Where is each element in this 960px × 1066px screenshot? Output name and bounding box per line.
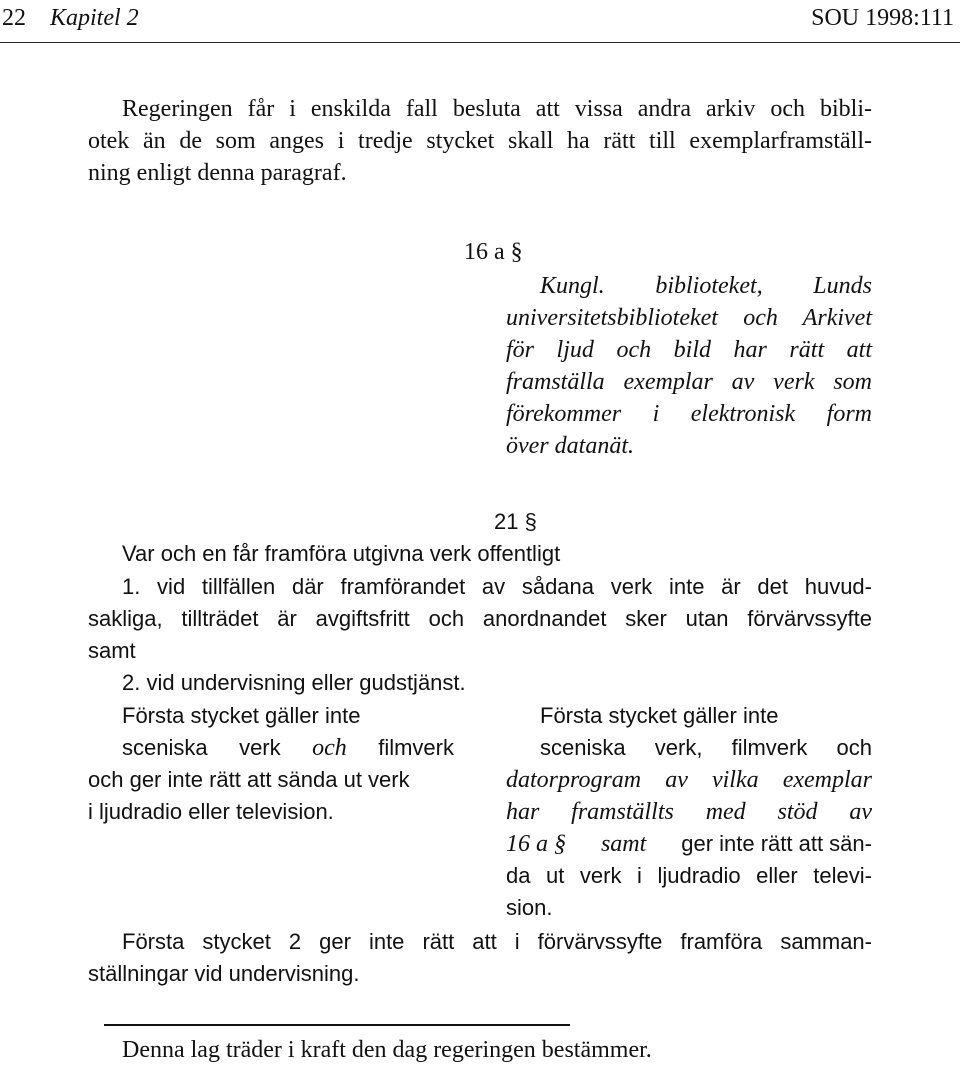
column-line: da ut verk i ljudradio eller televi-: [506, 863, 872, 888]
column-line: sion.: [506, 895, 553, 920]
footnote-divider: [104, 1024, 570, 1026]
column-line: sceniska verk, filmverk och: [540, 735, 872, 760]
paragraph-line: otek än de som anges i tredje stycket skall ha rätt till exemplarframställ-: [88, 128, 872, 154]
section-line: Kungl. biblioteket, Lunds: [540, 273, 872, 299]
column-line: Första stycket gäller inte: [540, 703, 779, 728]
paragraph-line: ning enligt denna paragraf.: [88, 160, 347, 186]
list-item: 2. vid undervisning eller gudstjänst.: [122, 670, 466, 695]
section-line: över datanät.: [506, 433, 634, 459]
page-number: 22: [2, 5, 26, 31]
column-word-emphasis: 16 a §: [506, 831, 566, 857]
section-line: förekommer i elektronisk form: [506, 401, 872, 427]
section-line: för ljud och bild har rätt att: [506, 337, 872, 363]
column-line: Första stycket gäller inte: [122, 703, 361, 728]
column-word: ger inte rätt att sän-: [681, 831, 872, 856]
section-line: universitetsbiblioteket och Arkivet: [506, 305, 872, 331]
list-item: samt: [88, 638, 136, 663]
paragraph-line: Regeringen får i enskilda fall besluta att vissa andra arkiv och bibli-: [122, 96, 872, 122]
section-heading: 21 §: [494, 509, 537, 534]
report-id: SOU 1998:111: [811, 5, 954, 31]
list-item: sakliga, tillträdet är avgiftsfritt och anordnandet sker utan förvärvssyfte: [88, 606, 872, 631]
column-line: har framställts med stöd av: [506, 799, 872, 825]
column-line: datorprogram av vilka exemplar: [506, 767, 872, 793]
column-word-emphasis: och: [312, 735, 347, 761]
column-word: verk: [239, 735, 281, 760]
paragraph-line: Första stycket 2 ger inte rätt att i förvärvssyfte framföra samman-: [122, 929, 872, 954]
list-item: 1. vid tillfällen där framförandet av sådana verk inte är det huvud-: [122, 574, 872, 599]
section-intro: Var och en får framföra utgivna verk offentligt: [122, 541, 561, 566]
column-line: [122, 732, 454, 764]
column-word: filmverk: [378, 735, 454, 760]
column-line: och ger inte rätt att sända ut verk: [88, 767, 410, 792]
footnote-text: Denna lag träder i kraft den dag regeringen bestämmer.: [122, 1037, 652, 1063]
column-line: i ljudradio eller television.: [88, 799, 334, 824]
chapter-title: Kapitel 2: [50, 5, 139, 31]
column-word-emphasis: samt: [600, 831, 647, 857]
section-heading: 16 a §: [464, 239, 523, 265]
header-divider: [0, 42, 960, 43]
column-line: [506, 828, 872, 860]
paragraph-line: ställningar vid undervisning.: [88, 961, 360, 986]
section-line: framställa exemplar av verk som: [506, 369, 872, 395]
column-word: sceniska: [122, 735, 208, 760]
